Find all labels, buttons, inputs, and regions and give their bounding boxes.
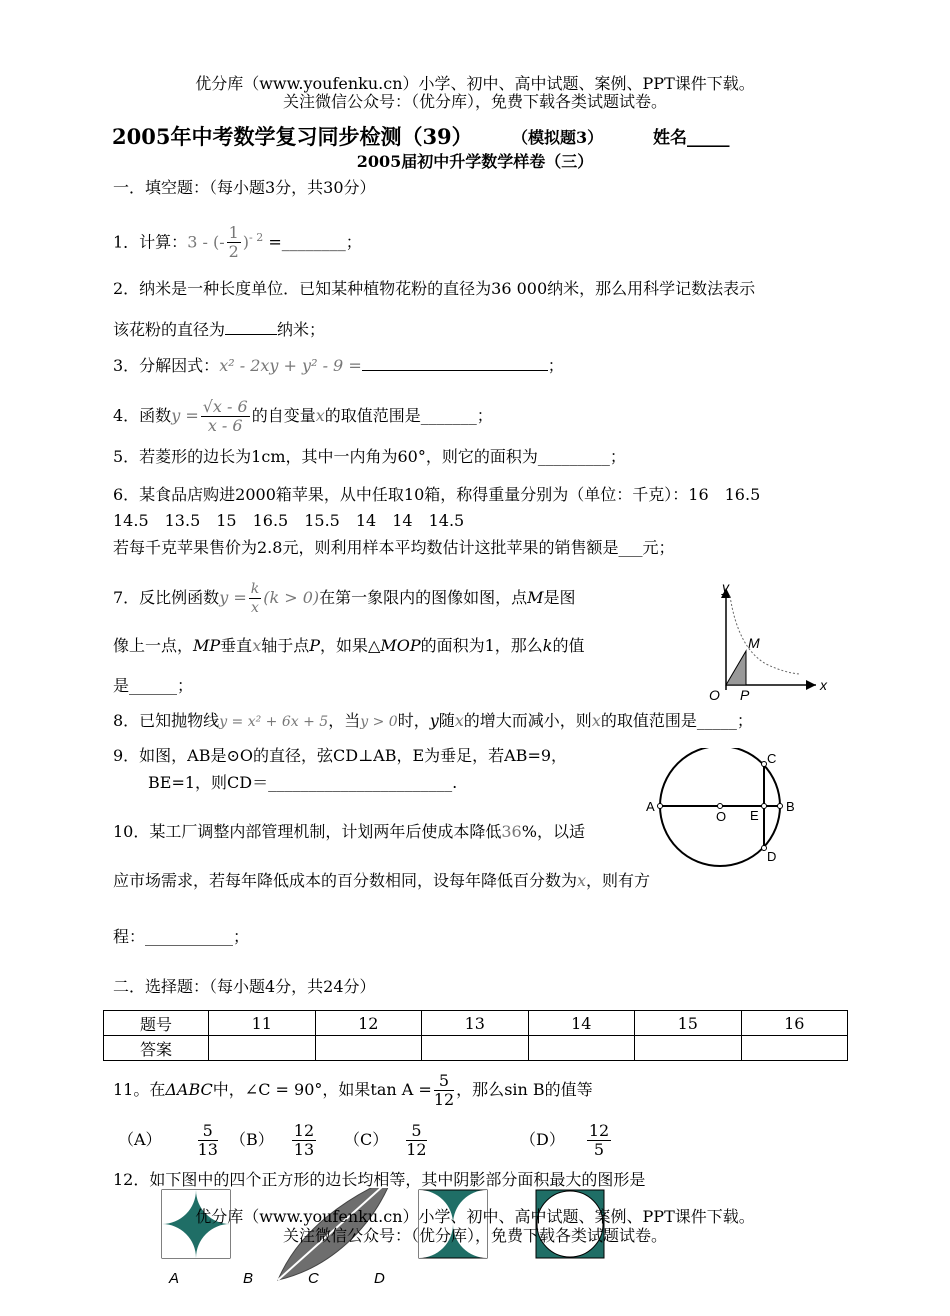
header-line-1: 优分库（www.youfenku.cn）小学、初中、高中试题、案例、PPT课件下载。 [195,74,755,93]
q11-fraction: $\frac{5}{12}$ [433,1071,455,1109]
q1-fraction: $\frac{1}{2}$ [228,223,239,262]
answer-cell-13[interactable] [422,1036,529,1061]
label-p: P [740,687,750,703]
question-6-line-2: 14.5 13.5 15 16.5 15.5 14 14 14.5 [113,511,465,530]
answer-table-header-row [104,1011,848,1036]
answer-cell-14[interactable] [528,1036,635,1061]
q11-option-b[interactable]: （B） $\frac{12}{13}$ [230,1121,315,1159]
table-cell: 14 [528,1011,635,1036]
exam-subtitle-tag: （模拟题3） [512,128,604,147]
question-7-line-2: 像上一点，MP垂直x轴于点P，如果△MOP的面积为1，那么k的值 [113,636,585,655]
question-2-line-2: 该花粉的直径为 纳米； [113,320,326,339]
question-2-line-1: 2．纳米是一种长度单位．已知某种植物花粉的直径为36 000纳米，那么用科学记数法表示 [113,279,756,298]
table-cell: 题号 [104,1011,209,1036]
label-b: B [243,1270,254,1287]
x-axis-arrow-icon [806,680,816,690]
q1-prefix: 1．计算： [113,232,188,252]
q11-option-d[interactable]: （D） $\frac{12}{5}$ [520,1121,610,1159]
question-11: 11。在ΔABC中，∠C = 90°，如果tan A = $\frac{5}{12}$ ，那么sin B的值等 [113,1071,593,1109]
question-1 [113,218,362,262]
exam-subtitle: 2005届初中升学数学样卷（三） [356,152,594,171]
label-d: D [374,1270,385,1287]
q11-option-a[interactable]: （A） $\frac{5}{13}$ [118,1121,218,1159]
question-10-line-1: 10．某工厂调整内部管理机制，计划两年后使成本降低36%，以适 [113,822,585,841]
table-cell: 答案 [104,1036,209,1061]
question-9-line-2: BE=1，则CD＝_______________________. [148,773,458,792]
label-o: O [716,809,727,824]
point-b [778,804,783,809]
question-12: 12．如下图中的四个正方形的边长均相等，其中阴影部分面积最大的图形是 [113,1170,646,1189]
answer-cell-15[interactable] [635,1036,742,1061]
table-cell: 16 [741,1011,848,1036]
label-y: y [722,579,729,595]
question-10-line-2: 应市场需求，若每年降低成本的百分数相同，设每年降低百分数为x，则有方 [113,871,651,890]
footer-line-1: 优分库（www.youfenku.cn）小学、初中、高中试题、案例、PPT课件下载。 [195,1207,755,1226]
question-3: 3．分解因式：x² - 2xy + y² - 9 = ； [113,356,564,375]
table-cell: 12 [315,1011,422,1036]
point-d [762,846,767,851]
q7-fraction: $\frac{k}{x}$ [250,581,260,616]
footer-line-2: 关注微信公众号：（优分库），免费下载各类试题试卷。 [282,1226,667,1245]
question-8: 8．已知抛物线y = x² + 6x + 5，当y > 0时，y随x的增大而减小，则x的取值范围是_____； [113,711,753,730]
question-9-line-1: 9．如图，AB是⊙O的直径，弦CD⊥AB，E为垂足，若AB=9， [113,746,568,765]
question-6-line-1: 6．某食品店购进2000箱苹果，从中任取10箱，称得重量分别为（单位：千克）：16 16.5 [113,485,761,504]
answer-cell-12[interactable] [315,1036,422,1061]
section2-heading: 二．选择题：（每小题4分，共24分） [113,977,376,996]
label-c: C [308,1270,319,1287]
q7-hyperbola-figure [700,578,840,703]
q3-blank [362,356,548,371]
label-d: D [767,849,777,864]
label-m: M [748,635,760,651]
question-10-line-3: 程：___________； [113,927,250,946]
triangle-mop [726,651,746,685]
label-c: C [767,751,777,766]
table-cell: 15 [635,1011,742,1036]
answer-table-answer-row [104,1036,848,1061]
table-cell: 13 [422,1011,529,1036]
label-x: x [820,677,827,693]
question-7-line-3: 是______； [113,676,194,695]
label-e: E [750,808,759,823]
name-field-label: 姓名_____ [653,128,730,148]
point-o [718,804,723,809]
q2-blank [225,320,277,335]
answer-table [103,1010,848,1061]
label-b: B [786,799,795,814]
question-4: 4．函数y = $\frac{√x - 6}{x - 6}$ 的自变量x的取值范围是_______； [113,397,493,435]
question-7-line-1: 7．反比例函数y = $\frac{k}{x}$ (k > 0)在第一象限内的图像如图，点M是图 [113,581,576,616]
answer-cell-11[interactable] [209,1036,316,1061]
point-e [762,804,767,809]
question-6-line-3: 若每千克苹果售价为2.8元，则利用样本平均数估计这批苹果的销售额是___元； [113,538,675,557]
section1-heading: 一．填空题：（每小题3分，共30分） [113,178,376,197]
q1-expr-a: 3 - (- [187,232,225,252]
q1-tail: =________； [263,232,362,252]
q4-fraction: $\frac{√x - 6}{x - 6}$ [202,397,248,435]
q11-option-c[interactable]: （C） $\frac{5}{12}$ [344,1121,427,1159]
q1-expr-b: ) [242,232,250,252]
table-cell: 11 [209,1011,316,1036]
exam-title: 2005年中考数学复习同步检测（39） [112,124,473,149]
q9-circle-figure [640,748,800,873]
answer-cell-16[interactable] [741,1036,848,1061]
point-c [762,762,767,767]
label-o: O [709,687,720,703]
question-5: 5．若菱形的边长为1cm，其中一内角为60°，则它的面积为_________； [113,447,626,466]
q1-exponent: - 2 [249,231,264,244]
q3-expression: x² - 2xy + y² - 9 = [219,356,362,375]
header-line-2: 关注微信公众号：（优分库），免费下载各类试题试卷。 [282,92,667,111]
label-a: A [169,1270,180,1287]
label-a: A [646,799,655,814]
point-a [658,804,663,809]
